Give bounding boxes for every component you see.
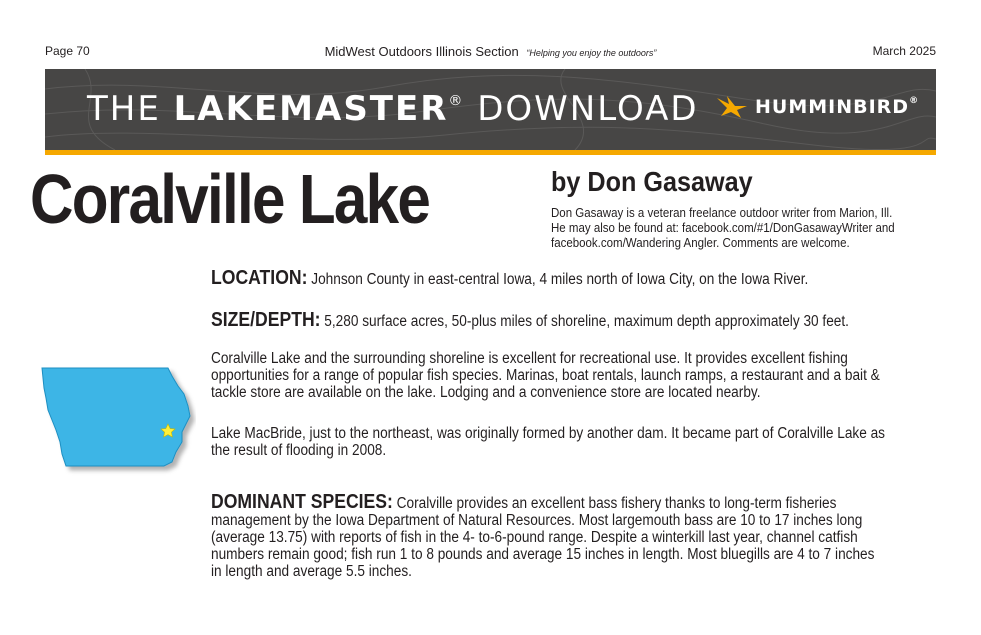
publication-name: MidWest Outdoors Illinois Section <box>324 44 519 59</box>
article-byline: by Don Gasaway <box>551 166 753 197</box>
page-header <box>45 44 936 62</box>
size-depth-text: 5,280 surface acres, 50-plus miles of shoreline, maximum depth approximately 30 feet. <box>320 313 849 330</box>
size-depth-label: SIZE/DEPTH: <box>211 309 321 331</box>
humminbird-brand <box>755 96 919 118</box>
recreation-paragraph: Coralville Lake and the surrounding shoreline is excellent for recreational use. It provides excellent fishing opportunities for a range of popular fish species. Marinas, boat rentals, launch ramps, a restaurant and a bait & tackle store are available on the lake. Lodging and a convenience store are located nearby. <box>211 350 880 401</box>
species-text: Coralville provides an excellent bass fishery thanks to long-term fisheries management by the Iowa Department of Natural Resources. Most largemouth bass are 10 to 17 inches long (average 13.75) with reports of fish in the 4- to-6-pound range. Despite a winterkill last year, channel catfish numbers remain good; fish run 1 to 8 pounds and average 15 inches in length. Most bluegills are 4 to 7 inches in length and average 5.5 inches. <box>211 495 875 580</box>
iowa-state-shape <box>42 368 190 466</box>
size-depth-section <box>211 309 889 331</box>
article-title: Coralville Lake <box>30 160 430 238</box>
accent-bar <box>45 150 936 155</box>
lakemaster-banner <box>45 69 936 150</box>
banner-title <box>87 89 699 129</box>
publication-tagline: “Helping you enjoy the outdoors” <box>526 48 657 58</box>
brand-name-text: HUMMINBIRD <box>755 96 910 118</box>
location-text: Johnson County in east-central Iowa, 4 miles north of Iowa City, on the Iowa River. <box>307 271 809 288</box>
banner-title-prefix: THE <box>87 89 174 129</box>
masthead <box>45 44 936 59</box>
issue-date: March 2025 <box>872 44 936 58</box>
iowa-map-icon <box>36 364 196 476</box>
species-section <box>211 491 889 580</box>
humminbird-bird-icon <box>715 94 749 120</box>
location-label: LOCATION: <box>211 267 308 289</box>
humminbird-logo <box>715 91 919 123</box>
species-label: DOMINANT SPECIES: <box>211 491 393 513</box>
page-number: Page 70 <box>45 44 90 58</box>
banner-registered-mark: ® <box>448 93 465 109</box>
banner-title-suffix: DOWNLOAD <box>464 89 699 129</box>
author-bio: Don Gasaway is a veteran freelance outdoor writer from Marion, Ill. He may also be found at: facebook.com/#1/DonGasawayWriter and facebook.com/Wandering Angler. Comments are welcome. <box>551 206 895 250</box>
brand-registered-mark: ® <box>909 96 920 106</box>
location-section <box>211 267 889 289</box>
banner-title-bold: LAKEMASTER <box>173 89 449 129</box>
lake-macbride-paragraph: Lake MacBride, just to the northeast, was originally formed by another dam. It became part of Coralville Lake as the result of flooding in 2008. <box>211 425 886 459</box>
